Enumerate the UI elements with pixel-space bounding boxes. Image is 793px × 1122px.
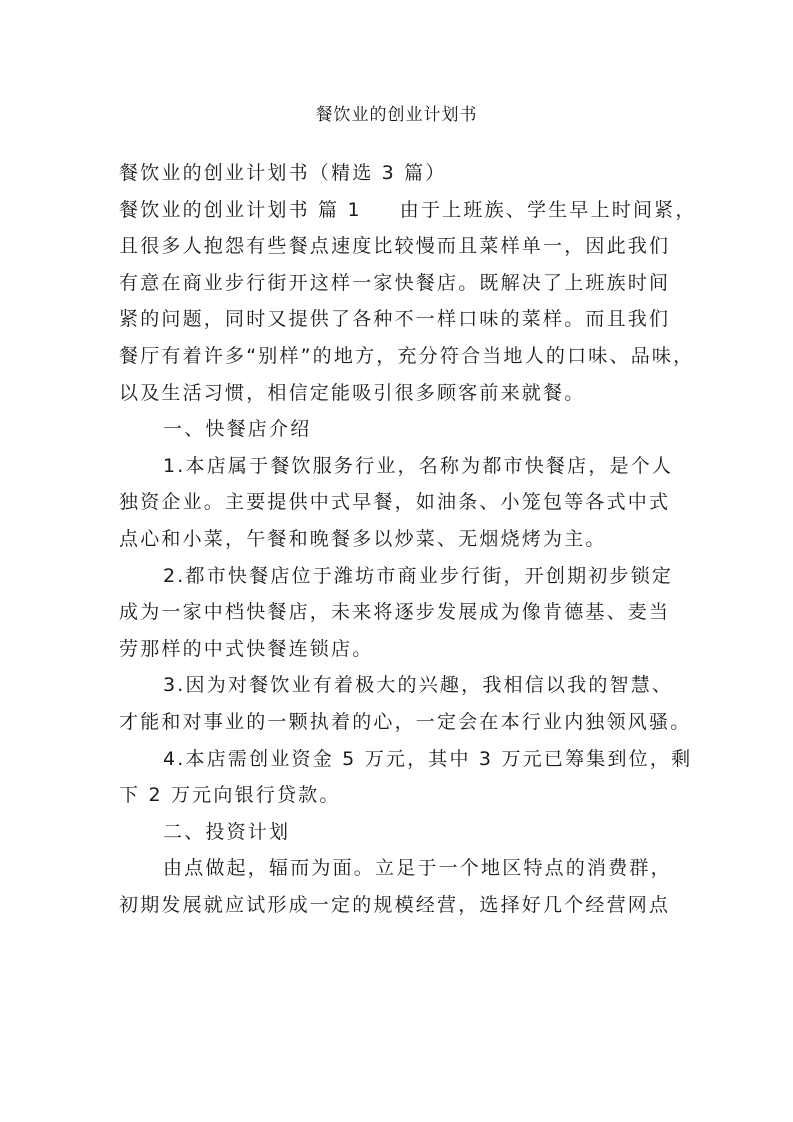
- document-title: 餐饮业的创业计划书: [315, 105, 478, 125]
- section-heading-investment: 二、投资计划: [163, 820, 291, 843]
- section-heading-line: [119, 192, 697, 229]
- paragraph-line: 初期发展就应试形成一定的规模经营，选择好几个经营网点: [119, 893, 671, 916]
- document-body: [119, 155, 697, 923]
- piece-heading: 餐饮业的创业计划书 篇 1: [119, 198, 362, 221]
- paragraph-line: 点心和小菜，午餐和晚餐多以炒菜、无烟烧烤为主。: [119, 527, 607, 550]
- subtitle-line: 餐饮业的创业计划书（精选 3 篇）: [119, 162, 447, 184]
- paragraph-line: 且很多人抱怨有些餐点速度比较慢而且菜样单一，因此我们: [119, 235, 671, 258]
- paragraph-line: 紧的问题，同时又提供了各种不一样口味的菜样。而且我们: [119, 308, 671, 331]
- paragraph-line: 以及生活习惯，相信定能吸引很多顾客前来就餐。: [119, 381, 586, 404]
- paragraph-line: 成为一家中档快餐店，未来将逐步发展成为像肯德基、麦当: [119, 601, 671, 624]
- paragraph-line: 下 2 万元向银行贷款。: [119, 784, 341, 807]
- paragraph-line: 由点做起，辐而为面。立足于一个地区特点的消费群，: [163, 857, 672, 880]
- paragraph-line: 独资企业。主要提供中式早餐，如油条、小笼包等各式中式: [119, 491, 671, 514]
- paragraph-line: 劳那样的中式快餐连锁店。: [119, 637, 374, 660]
- list-item-1: 1.本店属于餐饮服务行业，名称为都市快餐店，是个人: [163, 454, 674, 477]
- list-item-3: 3.因为对餐饮业有着极大的兴趣，我相信以我的智慧、: [163, 674, 674, 697]
- paragraph-start: 由于上班族、学生早上时间紧，: [399, 198, 697, 221]
- paragraph-line: 才能和对事业的一颗执着的心，一定会在本行业内独领风骚。: [119, 710, 692, 733]
- paragraph-line: 餐厅有着许多“别样”的地方，充分符合当地人的口味、品味，: [119, 344, 695, 367]
- paragraph-line: 有意在商业步行街开这样一家快餐店。既解决了上班族时间: [119, 271, 671, 294]
- list-item-2: 2.都市快餐店位于潍坊市商业步行街，开创期初步锁定: [163, 564, 674, 587]
- section-heading-intro: 一、快餐店介绍: [163, 418, 312, 441]
- list-item-4: 4.本店需创业资金 5 万元，其中 3 万元已筹集到位，剩: [163, 747, 693, 770]
